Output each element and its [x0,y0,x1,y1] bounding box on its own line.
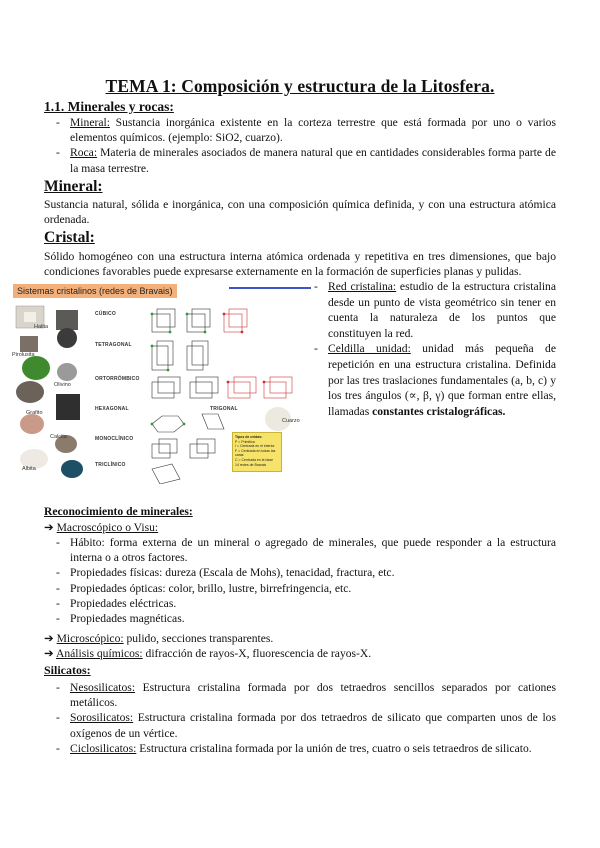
cell-types-legend [232,432,282,472]
list-item: - Propiedades eléctricas. [44,596,556,611]
list-item [302,341,556,419]
list-item: - Propiedades físicas: dureza (Escala de Mohs), tenacidad, fractura, etc. [44,565,556,580]
analisis-quimicos-label: Análisis químicos: [55,647,143,660]
system-label-ortorrombico: ORTORRÓMBICO [95,376,140,382]
section-heading-minerales-rocas: 1.1. Minerales y rocas: [44,99,174,114]
silicatos-heading: Silicatos: [44,663,91,677]
list-item [44,741,556,756]
system-label-triclinico: TRICLÍNICO [95,462,126,468]
definition-text: Estructura cristalina formada por la unión de tres, cuatro o seis tetraedros de silicato. [136,741,532,755]
definition-text: unidad más pequeña de repetición en una estructura cristalina. Definida por las tres traslaciones fundamentales (a, b, c) y los tres ángulos (∝, β, γ) que forman entre ellas, llamadas [328,342,556,418]
list-item [44,680,556,710]
system-label-trigonal: TRIGONAL [210,406,238,412]
list-item [44,115,556,145]
mineral-label-albita: Albita [22,466,36,472]
term-roca: Roca: [70,146,98,160]
system-label-tetragonal: TETRAGONAL [95,342,132,348]
definition-text: Estructura cristalina formada por dos tetraedros sencillos separados por cationes metálicos. [70,681,556,710]
term-sorosilicatos: Sorosilicatos: [70,711,134,725]
legend-item: P = Primitiva [235,439,255,444]
mineral-label-cuarzo: Cuarzo [282,418,300,424]
minerales-rocas-list [44,115,556,176]
analisis-quimicos-text: difracción de rayos-X, fluorescencia de rayos-X. [142,647,372,660]
system-label-cubico: CÚBICO [95,311,116,317]
section-heading-mineral: Mineral: [44,178,103,195]
microscopico-text: pulido, secciones transparentes. [123,632,274,645]
definition-text: Materia de minerales asociados de manera natural que en cantidades considerables forma parte de la masa terrestre. [70,146,556,175]
list-item [302,279,556,341]
mineral-label-halita: Halita [34,324,49,330]
macroscopico-list [44,535,556,626]
mineral-definition: Sustancia natural, sólida e inorgánica, con una composición química definida, y con una estructura atómica ordenada. [44,198,556,227]
term-mineral: Mineral: [70,116,110,129]
macroscopico-line: ➔ Macroscópico o Visu: [44,521,159,534]
definition-text: Sustancia inorgánica existente en la corteza terrestre que está formada por uno o varios elementos químicos. (ejemplo: SiO2, cuarzo). [70,116,556,145]
list-item: - Propiedades ópticas: color, brillo, lustre, birrefringencia, etc. [44,581,556,596]
cristal-definition: Sólido homogéneo con una estructura interna atómica ordenada y repetitiva en tres dimensiones, que bajo condiciones favorables puede expresarse externamente en la formación de superficies planas y pulidas. [44,250,556,279]
list-item: - Propiedades magnéticas. [44,611,556,626]
lattice-points [151,313,266,426]
legend-item: I = Centrada en el interior [235,444,275,449]
page-title: TEMA 1: Composición y estructura de la Litosfera. [105,76,495,96]
microscopico-line: ➔ Microscópico: pulido, secciones transparentes. [44,632,274,645]
system-label-monoclinico: MONOCLÍNICO [95,436,134,442]
figure-title: Sistemas cristalinos (redes de Bravais) [13,284,177,298]
mineral-label-pirolusita: Pirolusita [12,352,35,358]
term-ciclosilicatos: Ciclosilicatos: [70,741,137,755]
term-red-cristalina: Red cristalina: [328,280,397,293]
mineral-label-calcita: Calcita [50,434,67,440]
legend-item: 14 redes de Bravais [235,462,267,467]
reconocimiento-heading: Reconocimiento de minerales: [44,505,193,518]
analisis-quimicos-line: ➔ Análisis químicos: difracción de rayos-X, fluorescencia de rayos-X. [44,647,372,660]
legend-title: Tipos de celdas: [235,435,263,439]
mineral-label-grafito: Grafito [26,410,43,416]
system-label-hexagonal: HEXAGONAL [95,406,129,412]
list-item [44,145,556,175]
red-celdilla-list [302,279,556,419]
term-celdilla-unidad: Celdilla unidad: [328,342,411,356]
mineral-label-olivino: Olivino [54,382,71,388]
list-item: - Hábito: forma externa de un mineral o agregado de minerales, que puede responder a la estructura interna o a otros factores. [44,535,556,565]
legend-item: C = Centrada en la base [235,457,274,462]
blue-divider-line [229,287,311,289]
term-nesosilicatos: Nesosilicatos: [70,681,136,694]
bravais-lattice-figure [12,284,298,484]
microscopico-label: Microscópico: [56,632,124,645]
silicatos-list [44,680,556,756]
macroscopico-label: Macroscópico o Visu: [56,521,159,534]
definition-text: Estructura cristalina formada por dos tetraedros de silicato que comparten unos de los oxígenos de un vértice. [70,711,556,740]
list-item [44,710,556,740]
constantes-cristalograficas: constantes cristalográficas. [372,404,506,418]
legend-item: F = Centrada en todas las caras [235,448,276,458]
section-heading-cristal: Cristal: [44,229,95,246]
definition-text: estudio de la estructura cristalina desde un punto de vista geométrico sin tener en cuenta la naturaleza de los puntos que constituyen la red. [328,280,556,340]
